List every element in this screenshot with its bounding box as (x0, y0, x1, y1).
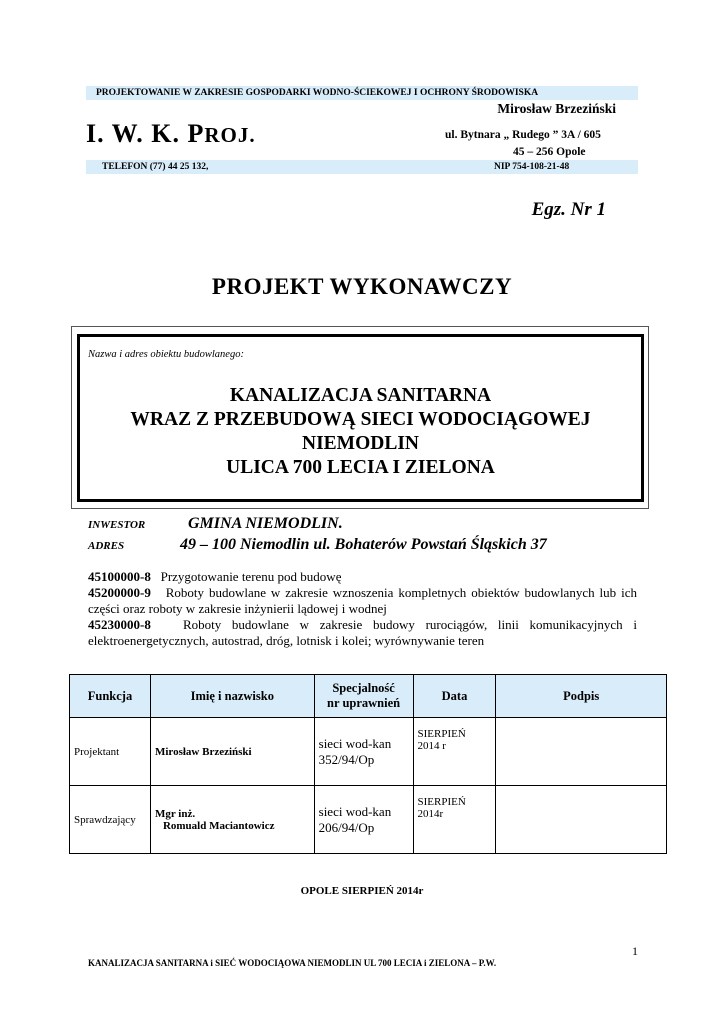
table-row (70, 718, 667, 786)
page-number: 1 (632, 944, 638, 958)
cell-date-line: SIERPIEŃ (417, 728, 466, 740)
cpv-code: 45200000-9 (88, 585, 151, 600)
cell-specialty-line: 206/94/Op (318, 819, 375, 835)
col-header-function: Funkcja (70, 675, 151, 718)
cpv-text: Przygotowanie terenu pod budowę (160, 569, 342, 584)
object-name-line: WRAZ Z PRZEBUDOWĄ SIECI WODOCIĄGOWEJ (130, 409, 591, 430)
table-row (70, 786, 667, 854)
cpv-item (88, 617, 637, 649)
address-label: ADRES (88, 540, 125, 552)
cpv-code: 45100000-8 (88, 569, 151, 584)
cell-specialty (314, 718, 413, 786)
header-top-band (86, 86, 638, 100)
cell-function: Projektant (70, 718, 151, 786)
object-name-line: ULICA 700 LECIA I ZIELONA (226, 457, 495, 478)
company-logo (86, 119, 256, 149)
cell-date-line: SIERPIEŃ (417, 796, 466, 808)
cpv-codes (88, 569, 637, 649)
cpv-code: 45230000-8 (88, 617, 151, 632)
col-header-specialty (314, 675, 413, 718)
author-name: Mirosław Brzeziński (497, 101, 616, 116)
company-phone: TELEFON (77) 44 25 132, (102, 162, 209, 172)
logo-small-caps: ROJ. (204, 123, 256, 147)
cpv-text: Roboty budowlane w zakresie wznoszenia kompletnych obiektów budowlanych lub ich części oraz roboty w zakresie inżynierii lądowej i wodnej (88, 585, 637, 616)
address-value: 49 – 100 Niemodlin ul. Bohaterów Powstań Śląskich 37 (180, 536, 547, 553)
cell-name-line: Romuald Maciantowicz (162, 819, 275, 832)
cell-date (413, 718, 496, 786)
col-header-date: Data (413, 675, 496, 718)
cell-specialty (314, 786, 413, 854)
cell-signature[interactable] (496, 786, 667, 854)
cpv-item (88, 569, 637, 585)
company-address-city: 45 – 256 Opole (513, 146, 586, 158)
cell-name-line: Mgr inż. (154, 807, 196, 820)
cell-specialty-line: sieci wod-kan (318, 735, 392, 751)
investor-value: GMINA NIEMODLIN. (188, 515, 343, 532)
document-title: PROJEKT WYKONAWCZY (211, 274, 513, 299)
logo-main: I. W. K. P (86, 119, 205, 148)
object-name-line: NIEMODLIN (301, 433, 419, 454)
signature-table (69, 674, 667, 854)
cell-date (413, 786, 496, 854)
company-nip: NIP 754-108-21-48 (494, 162, 570, 172)
col-header-name: Imię i nazwisko (150, 675, 314, 718)
col-header-signature: Podpis (496, 675, 667, 718)
cell-signature[interactable] (496, 718, 667, 786)
company-scope-text: PROJEKTOWANIE W ZAKRESIE GOSPODARKI WODNO-ŚCIEKOWEJ I OCHRONY ŚRODOWISKA (96, 88, 539, 98)
company-address-street: ul. Bytnara „ Rudego ” 3A / 605 (445, 129, 601, 141)
cell-function: Sprawdzający (70, 786, 151, 854)
copy-number: Egz. Nr 1 (531, 199, 606, 220)
object-label: Nazwa i adres obiektu budowlanego: (88, 349, 244, 360)
investor-label: INWESTOR (88, 519, 146, 531)
cell-specialty-line: sieci wod-kan (318, 803, 392, 819)
page-footer: KANALIZACJA SANITARNA i SIEĆ WODOCIĄOWA NIEMODLIN UL 700 LECIA i ZIELONA – P.W. (88, 958, 497, 968)
col-header-specialty-line: Specjalność (332, 681, 395, 695)
object-name-line: KANALIZACJA SANITARNA (229, 385, 492, 406)
cell-name-line: Mirosław Brzeziński (154, 745, 252, 758)
cell-date-line: 2014r (417, 808, 444, 820)
col-header-specialty-line: nr uprawnień (327, 696, 401, 710)
place-and-date: OPOLE SIERPIEŃ 2014r (300, 885, 424, 897)
cpv-item (88, 585, 637, 617)
cell-specialty-line: 352/94/Op (318, 751, 375, 767)
cell-name (150, 786, 314, 854)
object-name (77, 384, 644, 480)
cell-name (150, 718, 314, 786)
cpv-text: Roboty budowlane w zakresie budowy rurociągów, linii komunikacyjnych i elektroenergetycznych, autostrad, dróg, lotnisk i kolei; wyrównywanie teren (88, 617, 637, 648)
table-header-row (70, 675, 667, 718)
cell-date-line: 2014 r (417, 740, 446, 752)
